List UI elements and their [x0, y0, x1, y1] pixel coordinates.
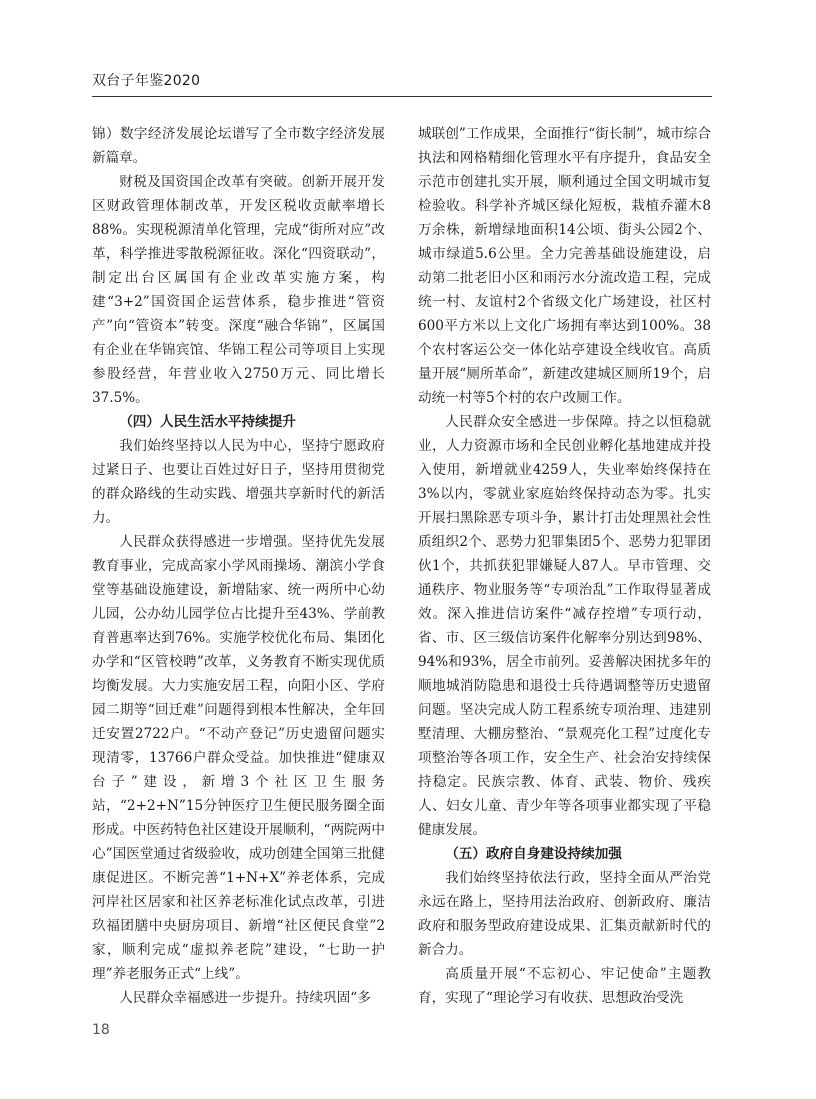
- paragraph: 锦）数字经济发展论坛谱写了全市数字经济发展新篇章。: [92, 126, 385, 166]
- section-heading: （四）人民生活水平持续提升: [119, 414, 296, 430]
- paragraph: 我们始终坚持依法行政，坚持全面从严治党永远在路上，坚持用法治政府、创新政府、廉洁政府和服务型政府建设成果、汇集贡献新时代的新合力。: [418, 870, 711, 958]
- paragraph: 人民群众幸福感进一步提升。持续巩固“多: [119, 990, 371, 1006]
- paragraph: 人民群众获得感进一步增强。坚持优先发展教育事业，完成高家小学风雨操场、潮滨小学食堂等基础设施建设，新增陆家、统一两所中心幼儿园，公办幼儿园学位占比提升至43%、学前教育普惠率达到76%。实施学校优化布局、集团化办学和“区管校聘”改革，义务教育不断实现优质均衡发展。大力实施安居工程，向阳小区、学府园二期等“回迁难”问题得到根本性解决，全年回迁安置2722户。“不动产登记”历史遗留问题实现清零，13766户群众受益。加快推进“健康双台子”建设，新增3个社区卫生服务站，“2+2+N”15分钟医疗卫生便民服务圈全面形成。中医药特色社区建设开展顺利，“两院两中心”国医堂通过省级验收，成功创建全国第三批健康促进区。不断完善“1+N+X”养老体系，完成河岸社区居家和社区养老标准化试点改革，引进玖福团膳中央厨房项目、新增“社区便民食堂”2家，顺利完成“虚拟养老院”建设，“七助一护理”养老服务正式“上线”。: [92, 534, 385, 982]
- left-column: [92, 122, 385, 1010]
- paragraph: 人民群众安全感进一步保障。持之以恒稳就业，人力资源市场和全民创业孵化基地建成并投入使用，新增就业4259人，失业率始终保持在3%以内，零就业家庭始终保持动态为零。扎实开展扫黑除恶专项斗争，累计打击处理黑社会性质组织2个、恶势力犯罪集团5个、恶势力犯罪团伙1个，共抓获犯罪嫌疑人87人。早市管理、交通秩序、物业服务等“专项治乱”工作取得显著成效。深入推进信访案件“减存控增”专项行动，省、市、区三级信访案件化解率分别达到98%、94%和93%，居全市前列。妥善解决困扰多年的顺地城消防隐患和退役士兵待遇调整等历史遗留问题。坚决完成人防工程系统专项治理、违建别墅清理、大棚房整治、“景观亮化工程”过度化专项整治等各项工作，安全生产、社会治安持续保持稳定。民族宗教、体育、武装、物价、残疾人、妇女儿童、青少年等各项事业都实现了平稳健康发展。: [418, 414, 711, 838]
- paragraph: 高质量开展“不忘初心、牢记使命”主题教育，实现了“理论学习有收获、思想政治受洗: [418, 966, 711, 1006]
- paragraph: 财税及国资国企改革有突破。创新开展开发区财政管理体制改革，开发区税收贡献率增长88%。实现税源清单化管理，完成“街所对应”改革，科学推进零散税源征收。深化“四资联动”，制定出台区属国有企业改革实施方案，构建“3+2”国资国企运营体系，稳步推进“管资产”向“管资本”转变。深度“融合华锦”，区属国有企业在华锦宾馆、华锦工程公司等项目上实现参股经营，年营业收入2750万元、同比增长37.5%。: [92, 174, 385, 406]
- section-heading: （五）政府自身建设持续加强: [445, 846, 622, 862]
- header-rule: [92, 96, 712, 97]
- page-number: 18: [92, 1022, 110, 1038]
- paragraph: 城联创”工作成果，全面推行“街长制”，城市综合执法和网格精细化管理水平有序提升，食品安全示范市创建扎实开展，顺利通过全国文明城市复检验收。科学补齐城区绿化短板，栽植乔灌木8万余株，新增绿地面积14公顷、街头公园2个、城市绿道5.6公里。全力完善基础设施建设，启动第二批老旧小区和雨污水分流改造工程，完成统一村、友谊村2个省级文化广场建设，社区村600平方米以上文化广场拥有率达到100%。38个农村客运公交一体化站亭建设全线收官。高质量开展“厕所革命”，新建改建城区厕所19个，启动统一村等5个村的农户改厕工作。: [418, 126, 711, 406]
- running-header-title: 双台子年鉴2020: [92, 73, 201, 89]
- right-column: [418, 122, 711, 1010]
- paragraph: 我们始终坚持以人民为中心，坚持宁愿政府过紧日子、也要让百姓过好日子，坚持用贯彻党的群众路线的生动实践、增强共享新时代的新活力。: [92, 438, 385, 526]
